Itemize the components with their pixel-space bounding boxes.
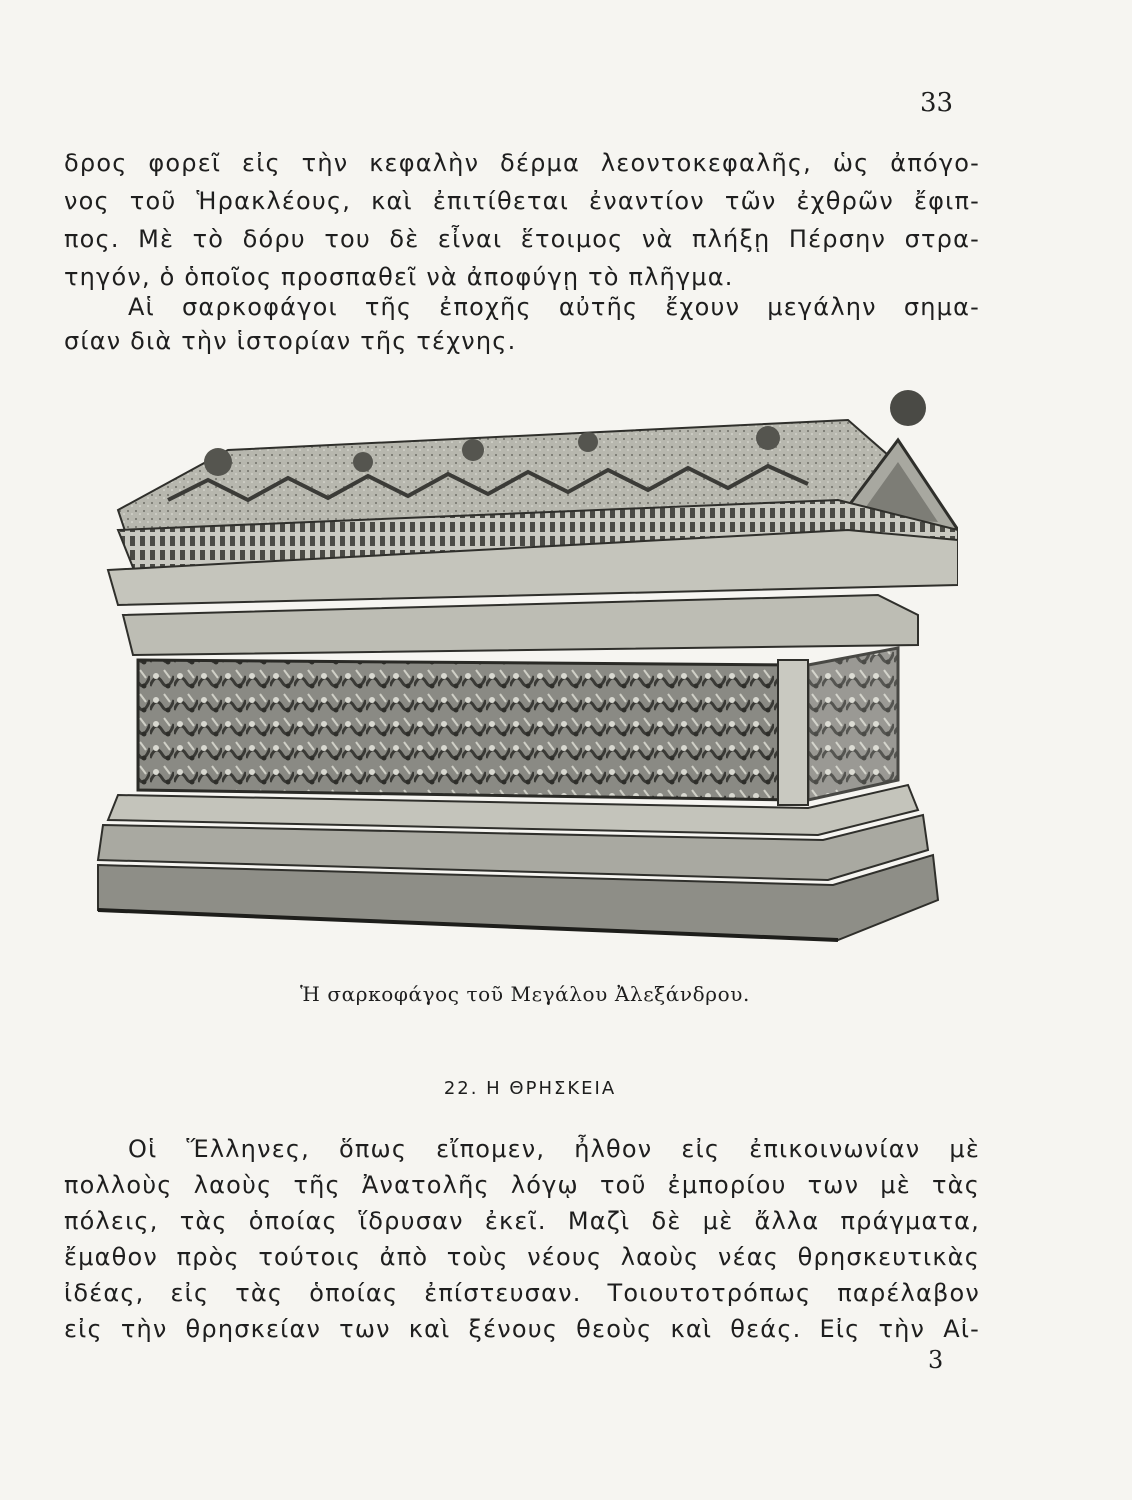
text-line: πολλοὺς λαοὺς τῆς Ἀνατολῆς λόγῳ τοῦ ἐμπορίου των μὲ τὰς [64, 1171, 980, 1199]
text-line: πος. Μὲ τὸ δόρυ του δὲ εἶναι ἕτοιμος νὰ πλήξῃ Πέρσην στρα- [64, 225, 980, 253]
sarcophagus-illustration [78, 380, 958, 960]
figure-caption: Ἡ σαρκοφάγος τοῦ Μεγάλου Ἀλεξάνδρου. [300, 982, 750, 1006]
page-number: 33 [920, 88, 954, 118]
text-line: εἰς τὴν θρησκείαν των καὶ ξένους θεοὺς καὶ θεάς. Εἰς τὴν Αἰ- [64, 1315, 980, 1343]
text-line: νος τοῦ Ἡρακλέους, καὶ ἐπιτίθεται ἐναντίον τῶν ἐχθρῶν ἔφιπ- [64, 187, 980, 215]
text-line: Οἱ Ἕλληνες, ὅπως εἴπομεν, ἦλθον εἰς ἐπικοινωνίαν μὲ [128, 1135, 980, 1163]
text-line: ἔμαθον πρὸς τούτοις ἀπὸ τοὺς νέους λαοὺς νέας θρησκευτικὰς [64, 1243, 980, 1271]
text-line: δρος φορεῖ εἰς τὴν κεφαλὴν δέρμα λεοντοκεφαλῆς, ὡς ἀπόγο- [64, 149, 980, 177]
signature-mark: 3 [928, 1346, 944, 1374]
text-line: τηγόν, ὁ ὁποῖος προσπαθεῖ νὰ ἀποφύγῃ τὸ πλῆγμα. [64, 263, 734, 291]
text-line: πόλεις, τὰς ὁποίας ἵδρυσαν ἐκεῖ. Μαζὶ δὲ μὲ ἄλλα πράγματα, [64, 1207, 980, 1235]
text-line: σίαν διὰ τὴν ἱστορίαν τῆς τέχνης. [64, 327, 517, 355]
section-heading: 22. Η ΘΡΗΣΚΕΙΑ [443, 1078, 617, 1099]
text-line: Αἱ σαρκοφάγοι τῆς ἐποχῆς αὐτῆς ἔχουν μεγάλην σημα- [128, 293, 980, 321]
text-line: ἰδέας, εἰς τὰς ὁποίας ἐπίστευσαν. Τοιουτοτρόπως παρέλαβον [64, 1279, 980, 1307]
